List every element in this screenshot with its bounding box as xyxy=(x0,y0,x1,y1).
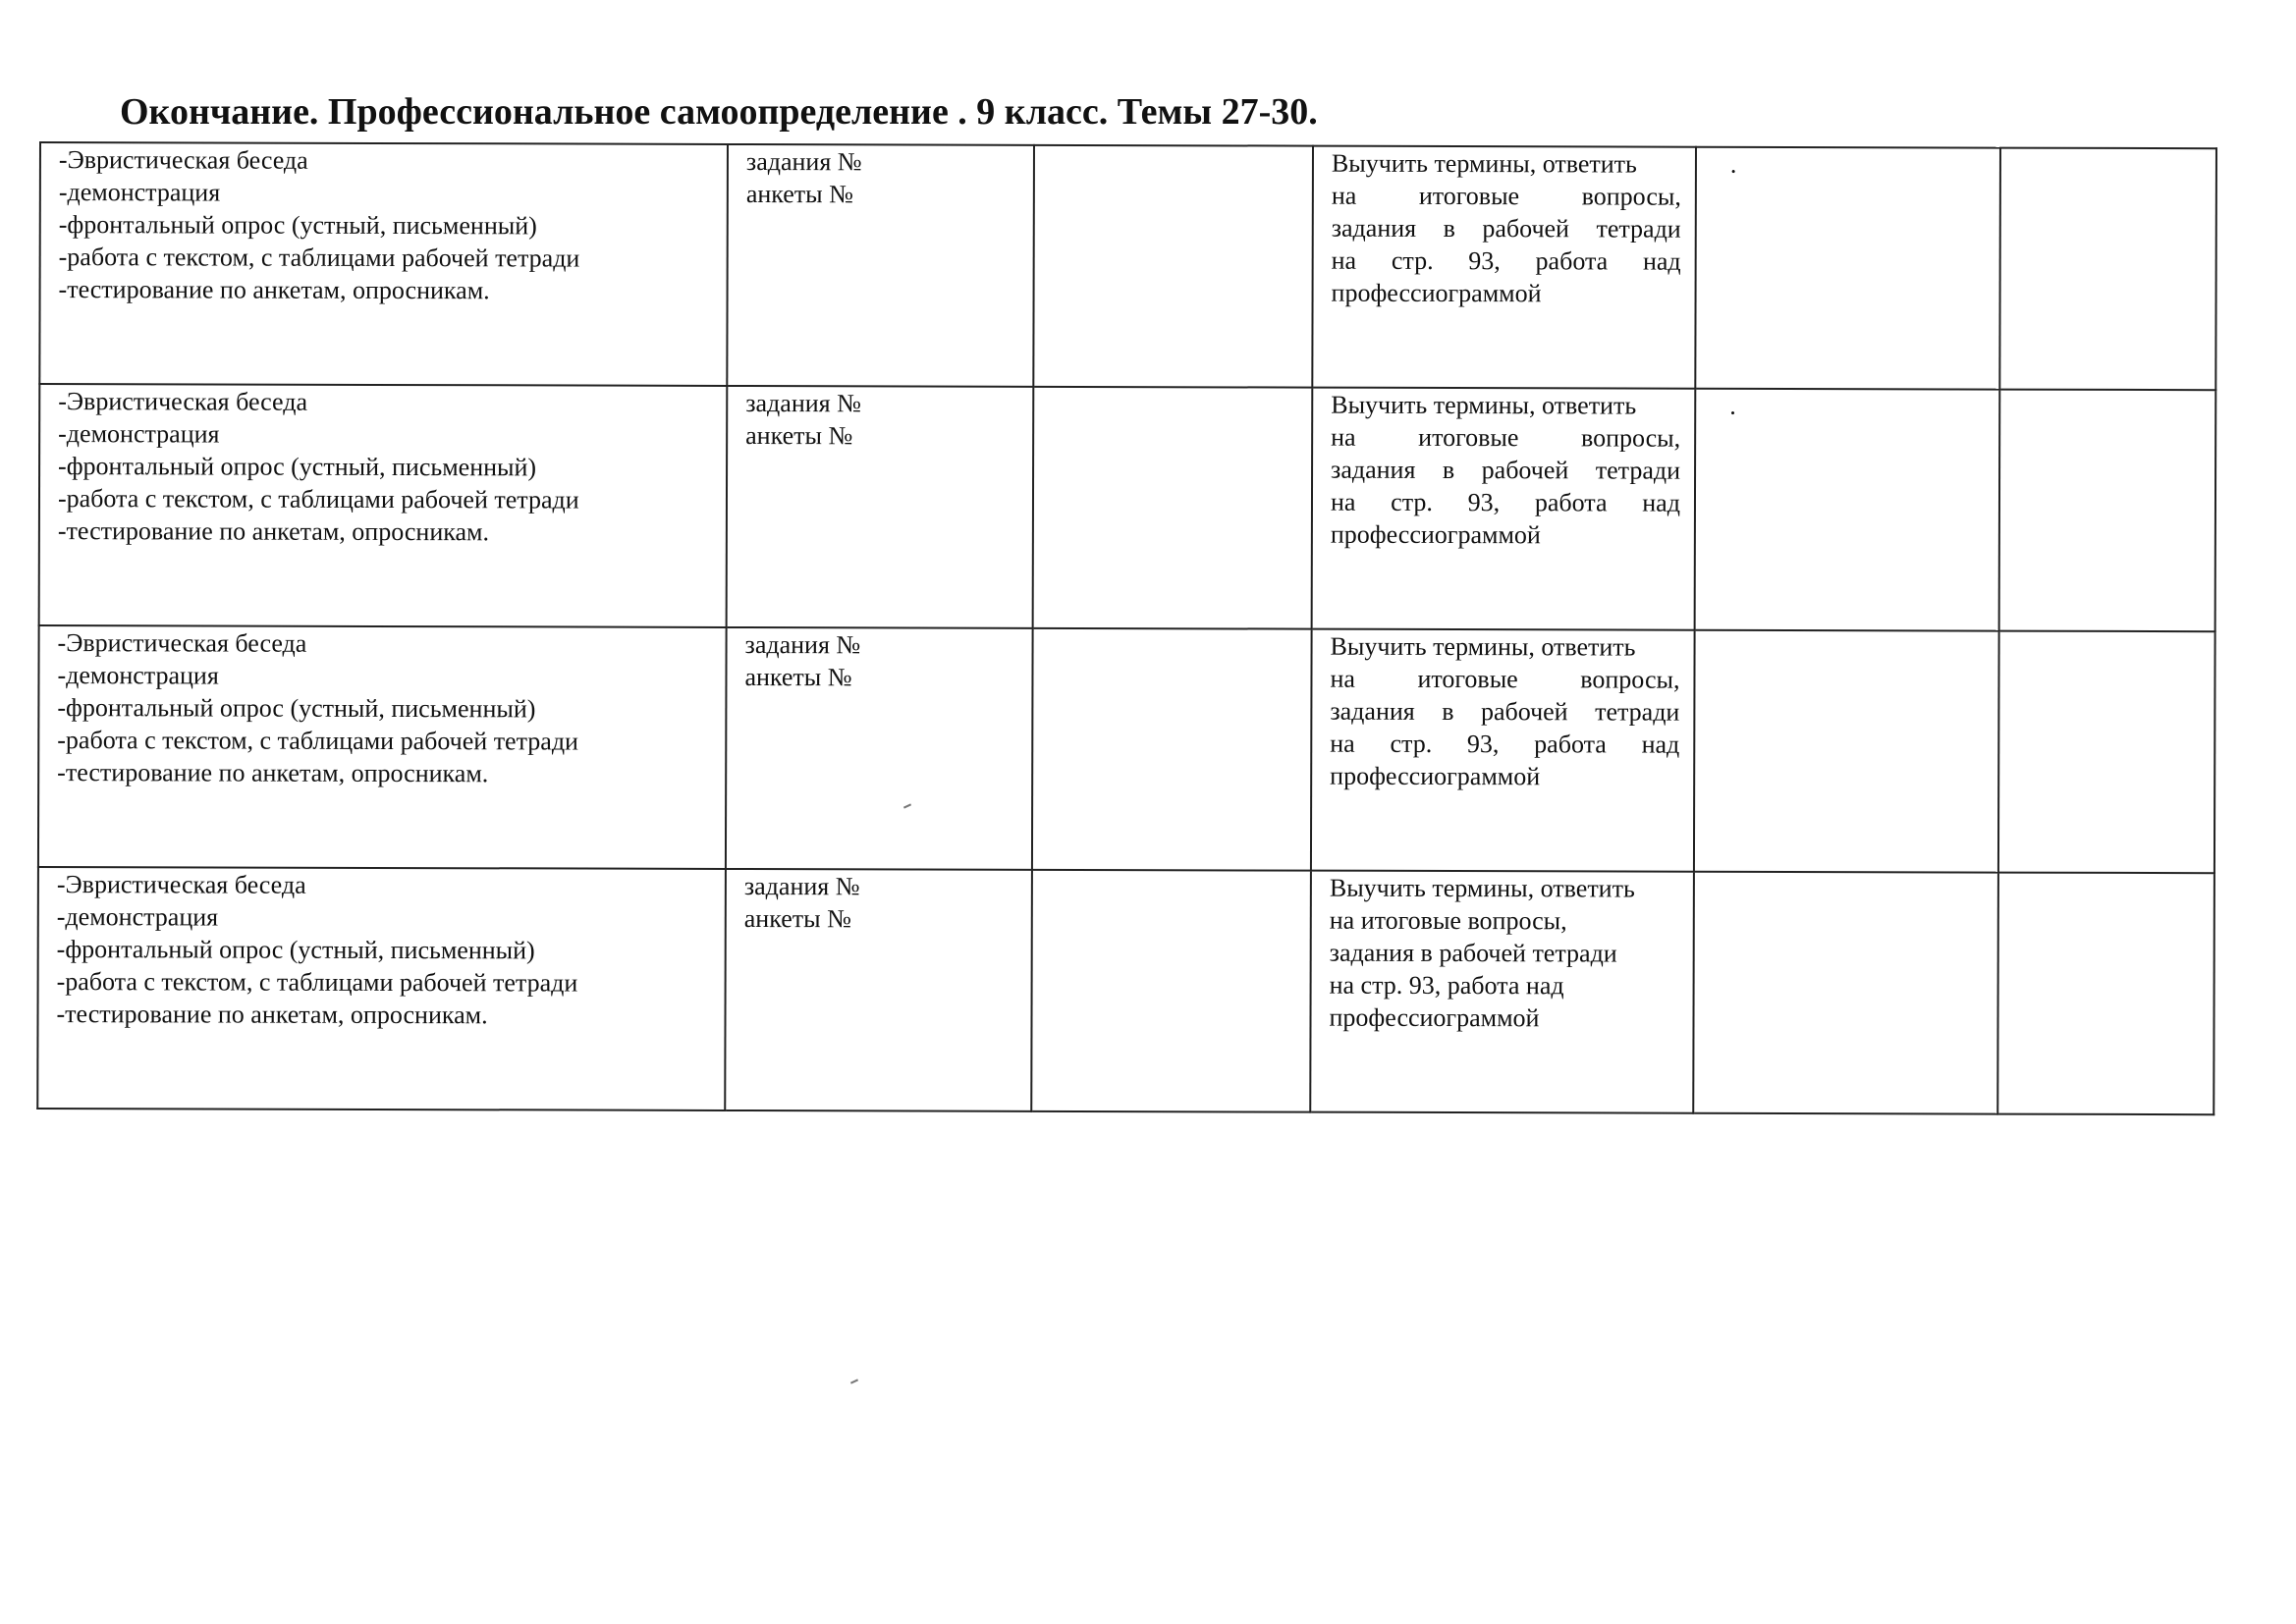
tasks-cell xyxy=(727,386,1034,628)
method-item: -работа с текстом, с таблицами рабочей тетради xyxy=(58,243,580,273)
task-line: анкеты № xyxy=(745,180,854,209)
method-item: -Эвристическая беседа xyxy=(56,870,306,899)
homework-line: Выучить термины, ответить xyxy=(1330,631,1636,662)
notes-cell xyxy=(1695,389,2000,631)
table-row xyxy=(39,384,2216,631)
method-item: -демонстрация xyxy=(58,419,220,449)
method-item: -фронтальный опрос (устный, письменный) xyxy=(57,693,536,724)
empty-cell xyxy=(1999,148,2216,391)
task-line: анкеты № xyxy=(745,421,853,451)
tasks-cell xyxy=(727,144,1034,387)
task-line: задания № xyxy=(743,872,860,901)
method-item: -тестирование по анкетам, опросникам. xyxy=(57,758,489,788)
tasks-cell xyxy=(726,627,1033,870)
task-line: задания № xyxy=(744,630,861,660)
empty-cell xyxy=(1031,870,1311,1112)
homework-line: задания в рабочей тетради xyxy=(1329,938,1617,968)
empty-cell xyxy=(1033,387,1313,629)
homework-cell xyxy=(1312,388,1696,630)
empty-cell xyxy=(1997,873,2214,1115)
method-item: -тестирование по анкетам, опросникам. xyxy=(56,1000,488,1030)
homework-line: задания в рабочей тетради xyxy=(1331,455,1681,485)
homework-line: на итоговые вопросы, xyxy=(1331,422,1681,453)
homework-line: на стр. 93, работа над xyxy=(1329,970,1564,1001)
method-item: -фронтальный опрос (устный, письменный) xyxy=(56,935,535,965)
homework-line: профессиограммой xyxy=(1330,519,1541,550)
scan-speck xyxy=(850,1379,858,1383)
table-row xyxy=(37,867,2214,1114)
homework-line: на стр. 93, работа над xyxy=(1330,487,1681,517)
lesson-plan-table xyxy=(36,141,2217,1115)
method-item: -тестирование по анкетам, опросникам. xyxy=(57,516,490,547)
homework-cell xyxy=(1312,146,1696,389)
homework-line: Выучить термины, ответить xyxy=(1329,873,1635,903)
page-title: Окончание. Профессиональное самоопределение . 9 класс. Темы 27-30. xyxy=(120,91,1318,133)
homework-line: профессиограммой xyxy=(1330,761,1541,791)
homework-line: на итоговые вопросы, xyxy=(1329,905,1567,936)
task-line: задания № xyxy=(745,147,862,177)
methods-cell xyxy=(38,625,727,869)
homework-line: профессиограммой xyxy=(1331,278,1542,308)
method-item: -демонстрация xyxy=(56,902,219,932)
empty-cell xyxy=(1032,628,1312,871)
empty-cell xyxy=(1033,145,1313,388)
method-item: -фронтальный опрос (устный, письменный) xyxy=(58,452,537,482)
method-item: -работа с текстом, с таблицами рабочей тетради xyxy=(56,967,578,998)
method-item: -Эвристическая беседа xyxy=(57,628,307,658)
homework-line: на стр. 93, работа над xyxy=(1331,245,1681,276)
homework-line: задания в рабочей тетради xyxy=(1331,213,1681,244)
homework-line: Выучить термины, ответить xyxy=(1331,148,1637,179)
table-row xyxy=(38,625,2215,873)
homework-line: на итоговые вопросы, xyxy=(1330,664,1680,694)
homework-cell xyxy=(1311,629,1695,872)
cell-text xyxy=(1713,875,1728,903)
methods-cell xyxy=(39,384,728,627)
empty-cell xyxy=(1999,390,2216,632)
task-line: анкеты № xyxy=(743,904,851,934)
task-line: анкеты № xyxy=(744,663,852,692)
method-item: -тестирование по анкетам, опросникам. xyxy=(58,275,490,305)
cell-text: . xyxy=(1729,391,1736,420)
method-item: -Эвристическая беседа xyxy=(58,387,308,416)
methods-cell xyxy=(37,867,726,1110)
notes-cell xyxy=(1695,147,2000,390)
method-item: -Эвристическая беседа xyxy=(58,145,308,175)
method-item: -демонстрация xyxy=(58,178,221,207)
notes-cell xyxy=(1693,872,1998,1114)
methods-cell xyxy=(39,142,728,386)
tasks-cell xyxy=(725,869,1032,1111)
homework-line: задания в рабочей тетради xyxy=(1330,696,1680,727)
empty-cell xyxy=(1998,631,2215,874)
method-item: -работа с текстом, с таблицами рабочей тетради xyxy=(57,484,579,514)
method-item: -демонстрация xyxy=(57,661,219,690)
table-row xyxy=(39,142,2216,390)
homework-line: профессиограммой xyxy=(1329,1002,1540,1033)
homework-line: Выучить термины, ответить xyxy=(1331,390,1637,420)
method-item: -фронтальный опрос (устный, письменный) xyxy=(58,210,537,241)
notes-cell xyxy=(1694,630,1999,873)
cell-text: . xyxy=(1729,149,1737,179)
cell-text xyxy=(1714,633,1729,662)
homework-cell xyxy=(1310,871,1694,1113)
method-item: -работа с текстом, с таблицами рабочей тетради xyxy=(57,726,579,756)
homework-line: на стр. 93, работа над xyxy=(1330,729,1680,759)
task-line: задания № xyxy=(745,389,861,418)
homework-line: на итоговые вопросы, xyxy=(1331,181,1681,211)
